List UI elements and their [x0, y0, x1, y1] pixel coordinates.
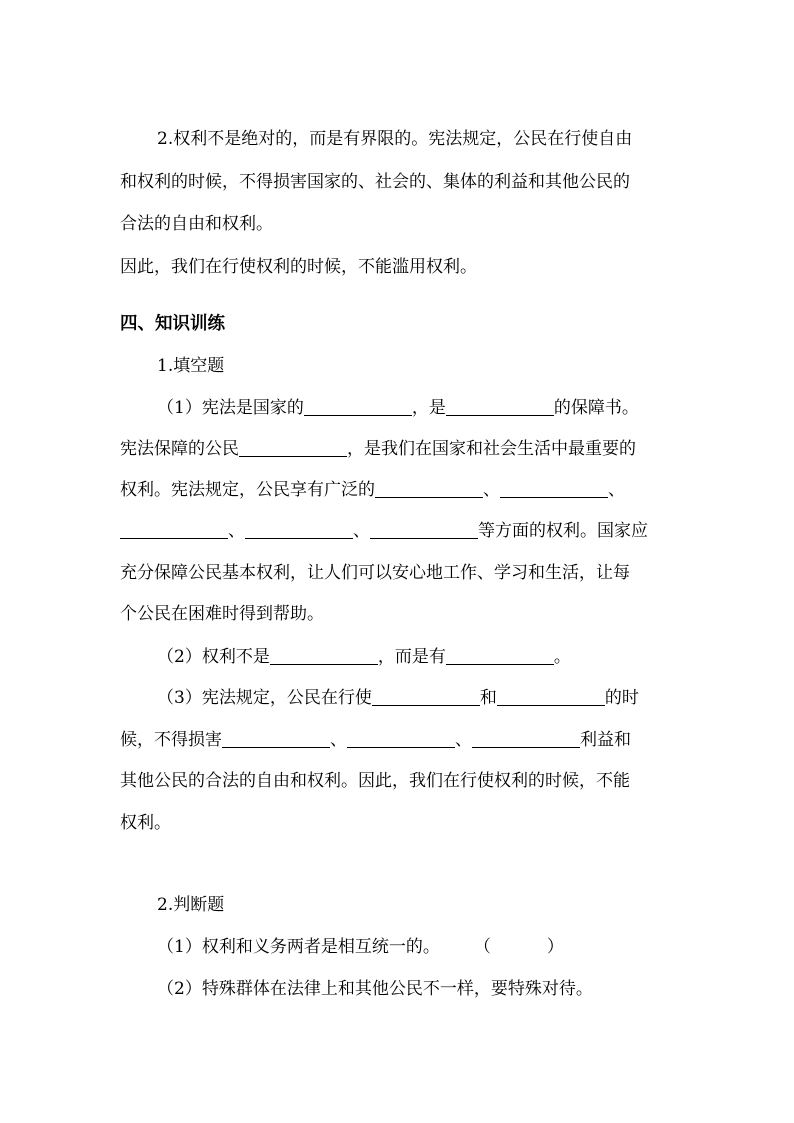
answer-blank[interactable] — [370, 521, 478, 539]
conclusion-line: 因此，我们在行使权利的时候，不能滥用权利。 — [120, 257, 477, 277]
q1-line2 — [120, 437, 636, 461]
q1-line5: 充分保障公民基本权利，让人们可以安心地工作、学习和生活，让每 — [120, 563, 630, 583]
q3-text: 候，不得损害 — [120, 730, 222, 750]
answer-blank[interactable] — [446, 647, 554, 665]
q1-text: 的保障书。 — [553, 398, 639, 418]
separator: 、 — [483, 480, 500, 500]
separator: 、 — [228, 521, 245, 541]
answer-blank[interactable] — [304, 398, 412, 416]
q3-line4: 权利。 — [120, 813, 171, 833]
q1-text: 等方面的权利。国家应 — [478, 521, 648, 541]
answer-blank[interactable] — [120, 521, 228, 539]
answer-blank[interactable] — [222, 730, 330, 748]
answer-blank[interactable] — [472, 730, 580, 748]
q1-text: ，是 — [411, 398, 446, 418]
answer-blank[interactable] — [239, 439, 347, 457]
q2-line — [157, 645, 571, 669]
q3-text: 和 — [479, 688, 497, 708]
q1-text: 宪法保障的公民 — [120, 439, 239, 459]
answer-blank[interactable] — [372, 688, 480, 706]
separator: 、 — [608, 480, 625, 500]
paragraph-line: 和权利的时候，不得损害国家的、社会的、集体的利益和其他公民的 — [120, 172, 630, 192]
q3-text: 的时 — [604, 688, 639, 708]
q2-text: （2）权利不是 — [157, 647, 270, 667]
paragraph-line: 2.权利不是绝对的，而是有界限的。宪法规定，公民在行使自由 — [157, 129, 633, 149]
judge-question-2: （2）特殊群体在法律上和其他公民不一样，要特殊对待。 — [157, 979, 593, 999]
answer-blank[interactable] — [375, 480, 483, 498]
q1-line4 — [120, 519, 648, 543]
answer-blank[interactable] — [270, 647, 378, 665]
answer-blank[interactable] — [245, 521, 353, 539]
judge-question-1 — [157, 935, 564, 959]
q1-line1 — [157, 396, 639, 420]
q1-text: ，是我们在国家和社会生活中最重要的 — [347, 439, 636, 459]
q2-text: ，而是有 — [377, 647, 446, 667]
question-text: （1）权利和义务两者是相互统一的。 — [157, 937, 440, 957]
judge-title: 2.判断题 — [157, 895, 225, 915]
section-heading: 四、知识训练 — [120, 314, 225, 334]
answer-paren-open: （ — [473, 937, 491, 957]
answer-blank[interactable] — [347, 730, 455, 748]
fill-in-title: 1.填空题 — [157, 356, 225, 376]
answer-paren-close: ） — [546, 937, 564, 957]
separator: 、 — [353, 521, 370, 541]
q3-text: 利益和 — [580, 730, 631, 750]
q1-text: 权利。宪法规定，公民享有广泛的 — [120, 480, 375, 500]
separator: 、 — [455, 730, 472, 750]
q1-line3 — [120, 478, 625, 502]
q3-line3: 其他公民的合法的自由和权利。因此，我们在行使权利的时候，不能 — [120, 771, 630, 791]
paragraph-line: 合法的自由和权利。 — [120, 214, 273, 234]
answer-blank[interactable] — [446, 398, 554, 416]
q1-line6: 个公民在困难时得到帮助。 — [120, 604, 324, 624]
q3-line2 — [120, 728, 631, 752]
q3-text: （3）宪法规定，公民在行使 — [157, 688, 372, 708]
separator: 、 — [330, 730, 347, 750]
answer-blank[interactable] — [500, 480, 608, 498]
q1-text: （1）宪法是国家的 — [157, 398, 304, 418]
answer-blank[interactable] — [497, 688, 605, 706]
q2-text: 。 — [553, 647, 571, 667]
q3-line1 — [157, 686, 639, 710]
